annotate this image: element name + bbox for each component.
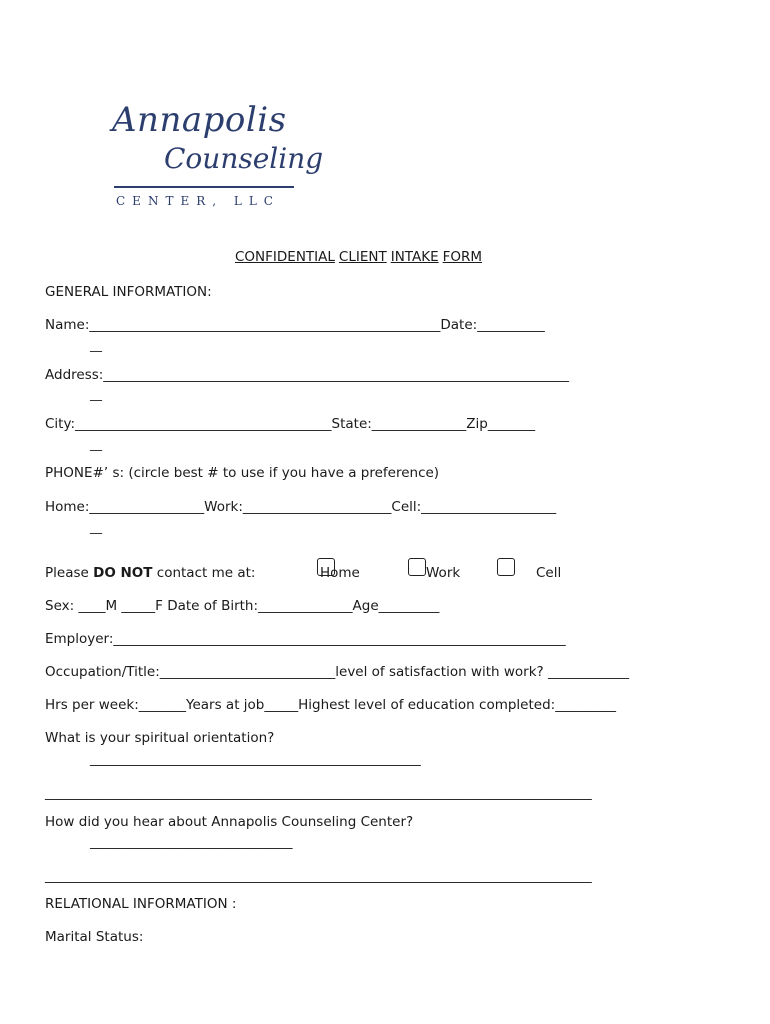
- name-line-continuation: __: [90, 338, 102, 352]
- logo-word-annapolis: Annapolis: [112, 100, 287, 140]
- company-logo: [110, 100, 324, 215]
- contact-option-cell-label: Cell: [536, 565, 562, 581]
- title-word-4: FORM: [442, 249, 483, 265]
- contact-option-home-label: Home: [320, 565, 360, 581]
- address-line[interactable]: Address:_____________________________________________________________________: [45, 367, 570, 383]
- contact-option-work-label: Work: [426, 565, 461, 581]
- title-word-3: INTAKE: [390, 249, 439, 265]
- do-not-contact-prefix: Please: [45, 565, 94, 581]
- occupation-satisfaction-line[interactable]: Occupation/Title:__________________________level of satisfaction with work? ____________: [45, 664, 629, 680]
- address-line-continuation: __: [90, 387, 102, 401]
- general-info-heading: GENERAL INFORMATION:: [45, 284, 212, 300]
- referral-question: How did you hear about Annapolis Counseling Center?: [45, 814, 414, 830]
- title-word-1: CONFIDENTIAL: [235, 249, 335, 265]
- contact-cell-checkbox[interactable]: [497, 558, 515, 576]
- phone-line-continuation: __: [90, 520, 102, 534]
- name-date-line[interactable]: Name:____________________________________________________Date:__________: [45, 317, 545, 333]
- title-word-2: CLIENT: [338, 249, 387, 265]
- employer-line[interactable]: Employer:___________________________________________________________________: [45, 631, 566, 647]
- referral-answer-line-1[interactable]: ______________________________: [90, 834, 293, 850]
- do-not-contact-label: [45, 565, 255, 581]
- city-state-zip-line[interactable]: City:______________________________________State:______________Zip_______: [45, 416, 536, 432]
- contact-home-checkbox[interactable]: [317, 558, 335, 576]
- hours-years-education-line[interactable]: Hrs per week:_______Years at job_____Highest level of education completed:_________: [45, 697, 616, 713]
- relational-info-heading: RELATIONAL INFORMATION :: [45, 896, 237, 912]
- spiritual-question: What is your spiritual orientation?: [45, 730, 275, 746]
- logo-word-center: CENTER, LLC: [116, 194, 280, 208]
- form-title: [235, 249, 486, 265]
- referral-answer-line-2[interactable]: _________________________________________________________________________________: [45, 868, 592, 884]
- city-line-continuation: __: [90, 437, 102, 451]
- do-not-contact-bold: DO NOT: [93, 565, 153, 581]
- sex-dob-age-line[interactable]: Sex: ____M _____F Date of Birth:______________Age_________: [45, 598, 440, 614]
- spiritual-answer-line-1[interactable]: _________________________________________________: [90, 751, 421, 767]
- logo-word-counseling: Counseling: [164, 142, 324, 175]
- spiritual-answer-line-2[interactable]: _________________________________________________________________________________: [45, 785, 592, 801]
- contact-work-checkbox[interactable]: [408, 558, 426, 576]
- phone-numbers-line[interactable]: Home:_________________Work:______________________Cell:____________________: [45, 499, 557, 515]
- do-not-contact-suffix: contact me at:: [152, 565, 256, 581]
- logo-rule: [114, 186, 294, 188]
- phone-heading: PHONE#’ s: (circle best # to use if you have a preference): [45, 465, 440, 481]
- marital-status-label: Marital Status:: [45, 929, 144, 945]
